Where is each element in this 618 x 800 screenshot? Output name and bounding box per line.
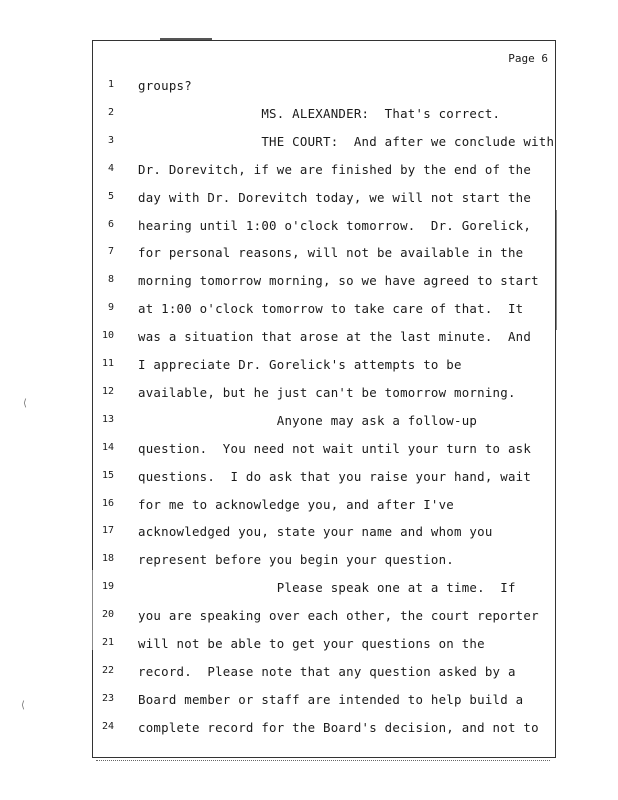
line-number: 5 [107,191,114,202]
line-number: 1 [107,79,114,90]
line-text: Anyone may ask a follow-up [138,413,478,428]
line-number: 18 [101,553,114,564]
line-number: 2 [107,107,114,118]
line-number: 21 [101,637,114,648]
line-number: 22 [101,665,114,676]
line-text: questions. I do ask that you raise your hand, wait [138,469,532,484]
line-text: Board member or staff are intended to help build a [138,692,524,707]
line-text: complete record for the Board's decision, and not to [138,720,539,735]
line-text: THE COURT: And after we conclude with [138,134,555,149]
line-text: question. You need not wait until your turn to ask [138,441,532,456]
line-number: 3 [107,135,114,146]
line-number: 16 [101,498,114,509]
line-text: represent before you begin your question. [138,552,455,567]
margin-scan-mark: ⟨ [22,398,29,409]
line-text: record. Please note that any question asked by a [138,664,516,679]
line-number: 7 [107,246,114,257]
line-text: you are speaking over each other, the court reporter [138,608,539,623]
line-number: 17 [101,525,114,536]
line-number: 8 [107,274,114,285]
line-text: hearing until 1:00 o'clock tomorrow. Dr. Gorelick, [138,218,532,233]
line-text: available, but he just can't be tomorrow morning. [138,385,516,400]
line-text: for personal reasons, will not be available in the [138,245,524,260]
bottom-rule [96,760,550,762]
margin-scan-mark-lower: ⟨ [20,700,27,711]
line-text: Dr. Dorevitch, if we are finished by the end of the [138,162,532,177]
line-number: 20 [101,609,114,620]
line-text: morning tomorrow morning, so we have agreed to start [138,273,539,288]
line-text: groups? [138,78,192,93]
line-number: 19 [101,581,114,592]
right-scan-tick [556,210,557,330]
line-text: day with Dr. Dorevitch today, we will not start the [138,190,532,205]
line-text: was a situation that arose at the last minute. And [138,329,532,344]
line-number: 23 [101,693,114,704]
line-number: 12 [101,386,114,397]
page-number: Page 6 [508,52,548,65]
line-number: 4 [107,163,114,174]
line-number: 6 [107,219,114,230]
line-number: 13 [101,414,114,425]
line-text: MS. ALEXANDER: That's correct. [138,106,501,121]
line-text: acknowledged you, state your name and whom you [138,524,493,539]
line-text: will not be able to get your questions on the [138,636,485,651]
line-number: 24 [101,721,114,732]
line-text: at 1:00 o'clock tomorrow to take care of that. It [138,301,524,316]
line-text: for me to acknowledge you, and after I've [138,497,455,512]
line-text: Please speak one at a time. If [138,580,516,595]
line-number: 15 [101,470,114,481]
line-text: I appreciate Dr. Gorelick's attempts to be [138,357,462,372]
line-number: 10 [101,330,114,341]
line-number: 9 [107,302,114,313]
line-number: 11 [101,358,114,369]
line-number: 14 [101,442,114,453]
left-scan-tick [92,570,93,650]
